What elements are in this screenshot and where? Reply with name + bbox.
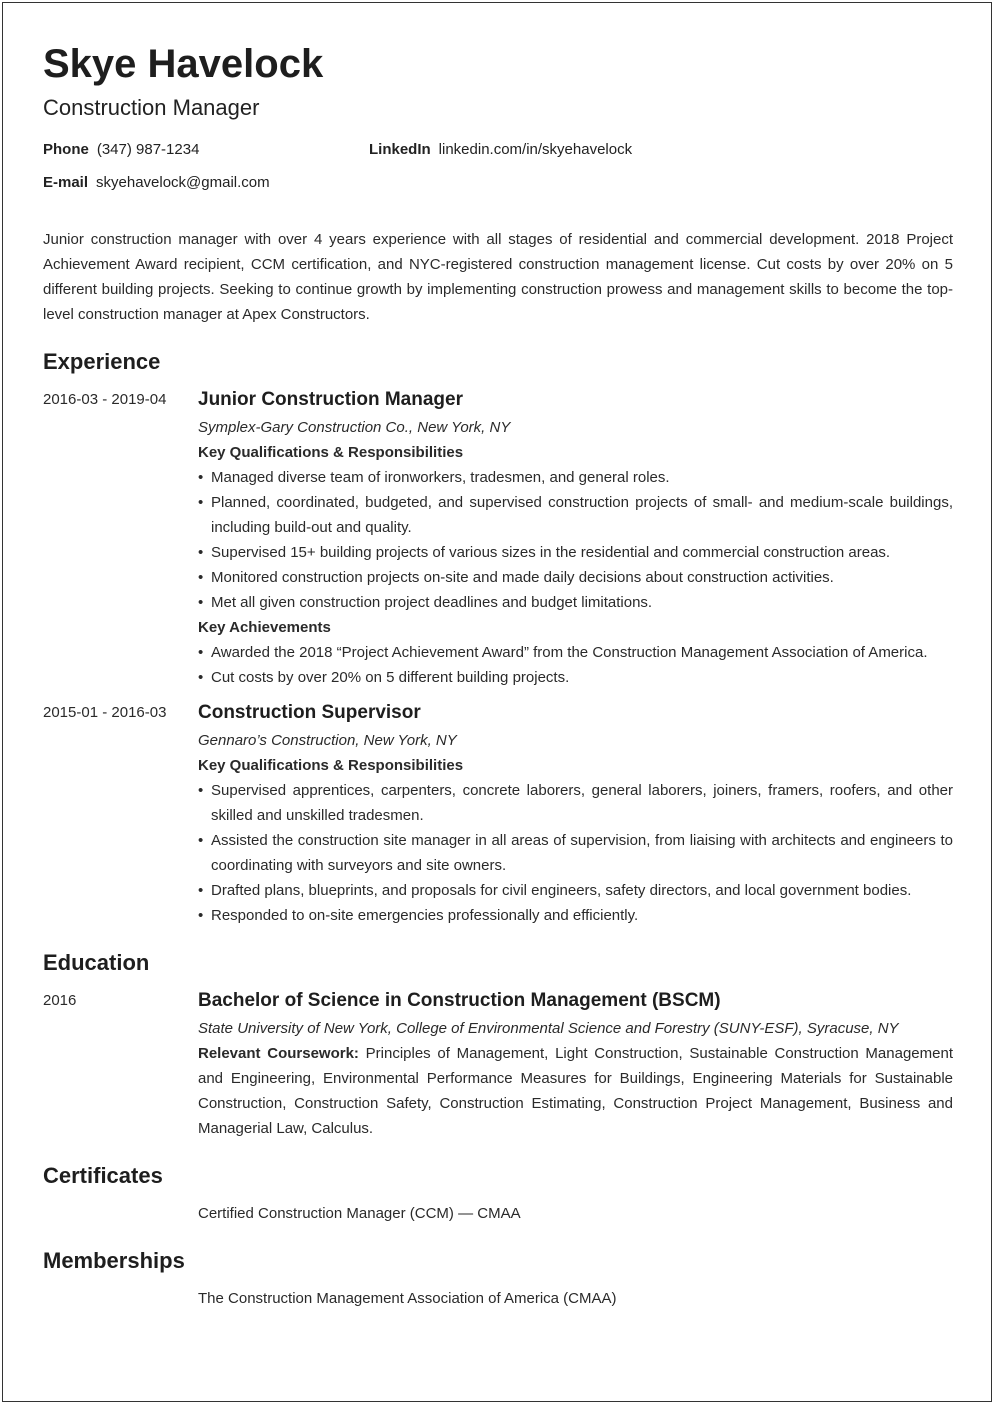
education-entry xyxy=(43,988,953,1141)
qualifications-list xyxy=(198,778,953,928)
qualifications-heading: Key Qualifications & Responsibilities xyxy=(198,444,464,461)
list-item: • Supervised 15+ building projects of various sizes in the residential and commercial construction areas. xyxy=(198,540,953,565)
resume-content xyxy=(43,41,953,1311)
qualifications-list xyxy=(198,465,953,615)
job-dates: 2016-03 - 2019-04 xyxy=(43,391,167,408)
candidate-role: Construction Manager xyxy=(43,95,260,120)
qualifications-heading: Key Qualifications & Responsibilities xyxy=(198,757,464,774)
list-item: • Met all given construction project deadlines and budget limitations. xyxy=(198,590,953,615)
certificates-heading: Certificates xyxy=(43,1163,163,1188)
email-value[interactable]: skyehavelock@gmail.com xyxy=(96,174,270,191)
job-title: Construction Supervisor xyxy=(198,702,421,723)
degree-title: Bachelor of Science in Construction Management (BSCM) xyxy=(198,990,721,1011)
list-item: • Cut costs by over 20% on 5 different building projects. xyxy=(198,665,953,690)
job-body xyxy=(198,700,953,928)
contact-linkedin xyxy=(369,141,632,158)
email-label: E-mail xyxy=(43,174,89,191)
coursework xyxy=(198,1041,953,1141)
linkedin-value[interactable]: linkedin.com/in/skyehavelock xyxy=(438,141,633,158)
job-dates: 2015-01 - 2016-03 xyxy=(43,704,167,721)
job-entry-1 xyxy=(43,387,953,690)
resume-page xyxy=(2,2,992,1402)
list-item: • Monitored construction projects on-site and made daily decisions about construction activities. xyxy=(198,565,953,590)
list-item: • Planned, coordinated, budgeted, and supervised construction projects of small- and medium-scale buildings, including build-out and quality. xyxy=(198,490,953,540)
education-heading: Education xyxy=(43,950,150,975)
school-name: State University of New York, College of Environmental Science and Forestry (SUNY-ESF), Syracuse, NY xyxy=(198,1020,899,1037)
contact-email xyxy=(43,174,270,191)
list-item: • Drafted plans, blueprints, and proposals for civil engineers, safety directors, and local government bodies. xyxy=(198,878,953,903)
job-entry-2 xyxy=(43,700,953,928)
list-item: • Supervised apprentices, carpenters, concrete laborers, general laborers, joiners, framers, roofers, and other skilled and unskilled tradesmen. xyxy=(198,778,953,828)
phone-label: Phone xyxy=(43,141,89,158)
coursework-label: Relevant Coursework: xyxy=(198,1045,359,1062)
education-body xyxy=(198,988,953,1141)
certificate-item: Certified Construction Manager (CCM) — CMAA xyxy=(198,1205,521,1222)
job-body xyxy=(198,387,953,690)
education-year: 2016 xyxy=(43,992,77,1009)
coursework-list: Principles of Management, Light Construction, Sustainable Construction Management and Engineering, Environmental Performance Measures for Buildings, Engineering Materials for Sustainable Construction, Construction Safety, Construction Estimating, Construction Project Management, Business and Managerial Law, Calculus. xyxy=(198,1045,953,1137)
list-item: • Responded to on-site emergencies professionally and efficiently. xyxy=(198,903,953,928)
job-title: Junior Construction Manager xyxy=(198,389,463,410)
phone-value: (347) 987-1234 xyxy=(96,141,200,158)
contact-block xyxy=(43,141,953,221)
contact-phone xyxy=(43,141,199,158)
candidate-name: Skye Havelock xyxy=(43,42,324,86)
memberships-heading: Memberships xyxy=(43,1248,185,1273)
list-item: • Assisted the construction site manager in all areas of supervision, from liaising with architects and engineers to coordinating with surveyors and site owners. xyxy=(198,828,953,878)
linkedin-label: LinkedIn xyxy=(369,141,431,158)
list-item: • Managed diverse team of ironworkers, tradesmen, and general roles. xyxy=(198,465,953,490)
membership-item: The Construction Management Association of America (CMAA) xyxy=(198,1290,617,1307)
job-organization: Gennaro’s Construction, New York, NY xyxy=(198,732,457,749)
experience-heading: Experience xyxy=(43,349,161,374)
achievements-heading: Key Achievements xyxy=(198,619,331,636)
list-item: • Awarded the 2018 “Project Achievement Award” from the Construction Management Association of America. xyxy=(198,640,953,665)
job-organization: Symplex-Gary Construction Co., New York, NY xyxy=(198,419,511,436)
achievements-list xyxy=(198,640,953,690)
summary-paragraph: Junior construction manager with over 4 years experience with all stages of residential and commercial development. 2018 Project Achievement Award recipient, CCM certification, and NYC-registered construction management license. Cut costs by over 20% on 5 different building projects. Seeking to continue growth by implementing construction prowess and management skills to become the top-level construction manager at Apex Constructors. xyxy=(43,231,953,323)
